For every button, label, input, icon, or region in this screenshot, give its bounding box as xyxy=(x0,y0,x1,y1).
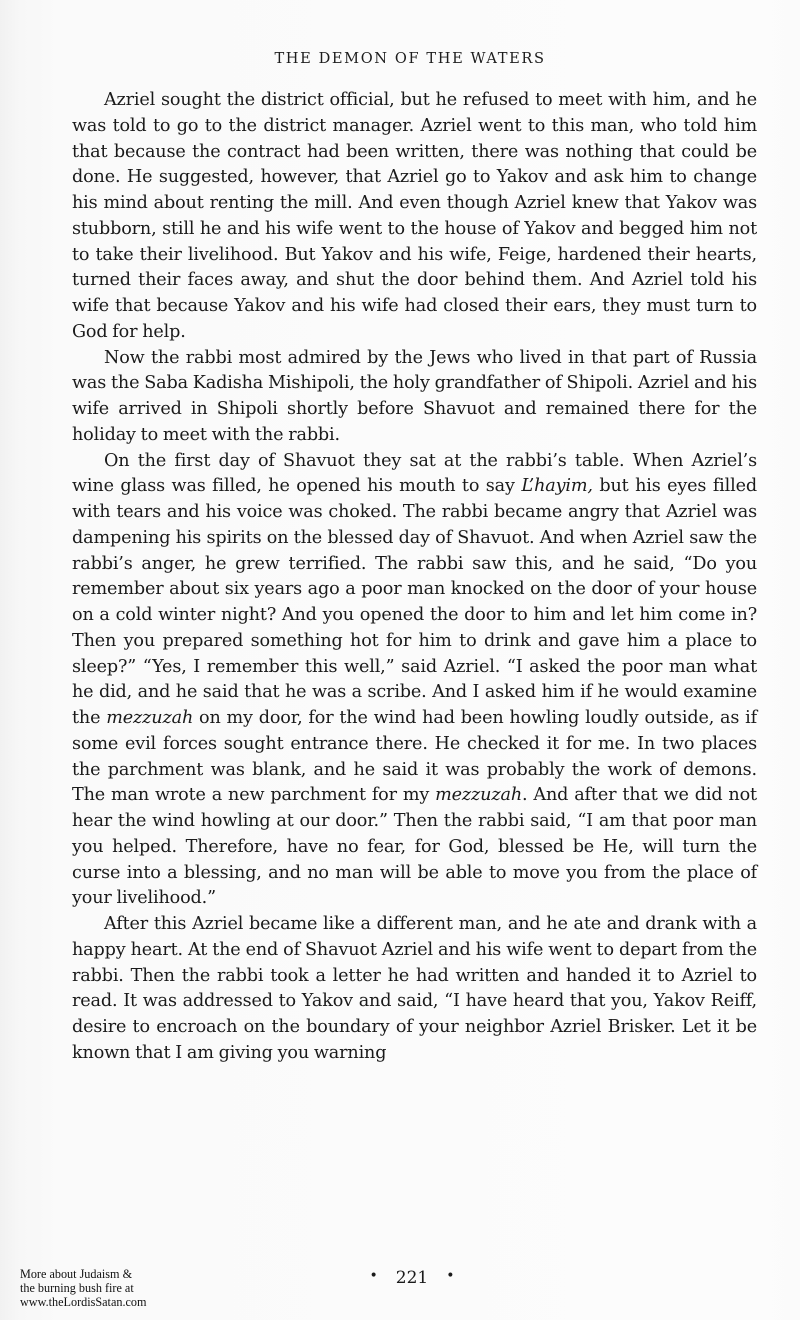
paragraph xyxy=(72,912,757,1067)
paragraph xyxy=(72,346,757,449)
body-text xyxy=(72,88,757,1067)
watermark-line-1: More about Judaism & xyxy=(20,1267,133,1281)
page-number: 221 xyxy=(395,1268,429,1288)
paragraph-text: Azriel sought the district official, but he refused to meet with him, and he was told to go to the district manager. Azriel went to this man, who told him that because the contract had been written, there was nothing that could be done. He suggested, however, that Azriel go to Yakov and ask him to change his mind about renting the mill. And even though Azriel knew that Yakov was stubborn, still he and his wife went to the house of Yakov and begged him not to take their livelihood. But Yakov and his wife, Feige, hardened their hearts, turned their faces away, and shut the door behind them. And Azriel told his wife that because Yakov and his wife had closed their ears, they must turn to God for help. xyxy=(72,90,757,342)
italic-term: mezzuzah xyxy=(106,708,194,728)
running-head: THE DEMON OF THE WATERS xyxy=(274,50,546,67)
paragraph-text: but his eyes filled with tears and his voice was choked. The rabbi became angry that Azriel was dampening his spirits on the blessed day of Shavuot. And when Azriel saw the rabbi’s anger, he grew terrified. The rabbi saw this, and he said, “Do you remember about six years ago a poor man knocked on the door of your house on a cold winter night? And you opened the door to him and let him come in? Then you prepared something hot for him to drink and gave him a place to sleep?” “Yes, I remember this well,” said Azriel. “I asked the poor man what he did, and he said that he was a scribe. And I asked him if he would examine the xyxy=(72,476,757,728)
paragraph-text: On the first day of Shavuot they sat at the rabbi’s table. When Azriel’s wine glass was filled, he opened his mouth to say xyxy=(72,450,757,497)
watermark-line-2: the burning bush fire at xyxy=(20,1280,134,1295)
folio-bullet-right: • xyxy=(446,1268,455,1284)
paragraph-text: on my door, for the wind had been howling loudly outside, as if some evil forces sought entrance there. He checked it for me. In two places the parchment was blank, and he said it was probably the work of demons. The man wrote a new parchment for my xyxy=(72,708,757,806)
paragraph-text: Now the rabbi most admired by the Jews who lived in that part of Russia was the Saba Kadisha Mishipoli, the holy grandfather of Shipoli. Azriel and his wife arrived in Shipoli shortly before Shavuot and remained there for the holiday to meet with the rabbi. xyxy=(72,347,757,445)
watermark-note xyxy=(20,1268,180,1309)
paragraph xyxy=(72,88,757,346)
watermark-line-3: www.theLordisSatan.com xyxy=(20,1294,147,1309)
italic-term: mezzuzah xyxy=(435,785,522,806)
paragraph-text: After this Azriel became like a different man, and he ate and drank with a happy heart. At the end of Shavuot Azriel and his wife went to depart from the rabbi. Then the rabbi took a letter he had written and handed it to Azriel to read. It was addressed to Yakov and said, “I have heard that you, Yakov Reiff, desire to encroach on the boundary of your neighbor Azriel Brisker. Let it be known that I am giving you warning xyxy=(72,914,757,1063)
paragraph-text: . And after that we did not hear the wind howling at our door.” Then the rabbi said, “I am that poor man you helped. Therefore, have no fear, for God, blessed be He, will turn the curse into a blessing, and no man will be able to move you from the place of your livelihood.” xyxy=(72,785,757,909)
italic-term: L’hayim, xyxy=(521,476,593,497)
paragraph xyxy=(72,449,757,913)
folio-bullet-left: • xyxy=(369,1268,378,1284)
